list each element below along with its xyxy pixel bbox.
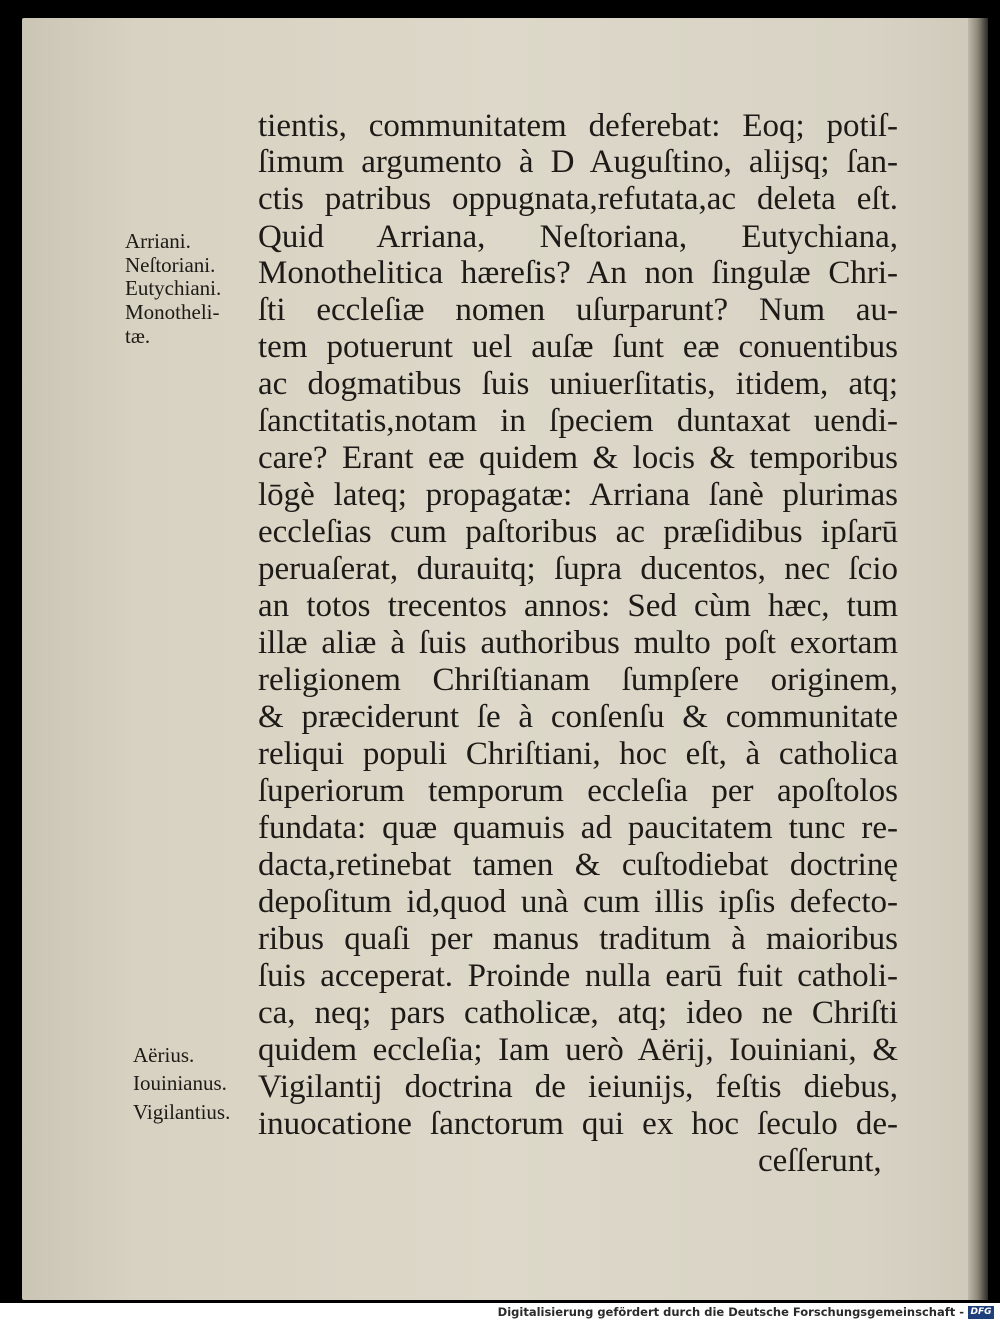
funding-credit: Digitalisierung gefördert durch die Deutsche Forschungsgemeinschaft -	[497, 1305, 964, 1319]
text-line: ſti eccleſiæ nomen uſurparunt? Num au-	[258, 292, 898, 328]
text-line: inuocatione ſanctorum qui ex hoc ſeculo de-	[258, 1106, 898, 1142]
text-line: tientis, communitatem deferebat: Eoq; potiſ-	[258, 108, 898, 144]
text-line: ſuperiorum temporum eccleſia per apoſtolos	[258, 773, 898, 809]
text-line: quidem eccleſia; Iam uerò Aërij, Iouiniani, &	[258, 1032, 898, 1068]
text-line: tem potuerunt uel auſæ ſunt eæ conuentibus	[258, 329, 898, 365]
text-line: ſanctitatis,notam in ſpeciem duntaxat uendi-	[258, 403, 898, 439]
margin-note: Arriani.	[125, 229, 191, 253]
text-line: religionem Chriſtianam ſumpſere originem,	[258, 662, 898, 698]
text-line: Vigilantij doctrina de ieiunijs, feſtis diebus,	[258, 1069, 898, 1105]
text-line: & præciderunt ſe à conſenſu & communitate	[258, 699, 898, 735]
page-edge-shadow	[968, 18, 988, 1300]
margin-note: Monotheli-	[125, 300, 220, 324]
margin-note: Aërius.	[133, 1043, 195, 1067]
text-line: depoſitum id,quod unà cum illis ipſis defecto-	[258, 884, 898, 920]
margin-note: Iouinianus.	[133, 1071, 227, 1095]
margin-note: Eutychiani.	[125, 276, 222, 300]
text-line: fundata: quæ quamuis ad paucitatem tunc re-	[258, 810, 898, 846]
text-line: ctis patribus oppugnata,refutata,ac deleta eſt.	[258, 181, 898, 217]
text-line-catchword: ceſſerunt,	[758, 1143, 882, 1179]
text-line: an totos trecentos annos: Sed cùm hæc, tum	[258, 588, 898, 624]
footer-bar	[0, 1303, 1000, 1322]
margin-note: Vigilantius.	[133, 1100, 231, 1124]
text-line: ca, neq; pars catholicæ, atq; ideo ne Chriſti	[258, 995, 898, 1031]
text-line: eccleſias cum paſtoribus ac præſidibus ipſarū	[258, 514, 898, 550]
dfg-logo-icon: DFG	[968, 1306, 994, 1319]
text-line: dacta,retinebat tamen & cuſtodiebat doctrinę	[258, 847, 898, 883]
text-line: ſimum argumento à D Auguſtino, alijsq; ſan-	[258, 144, 898, 180]
text-line: ribus quaſi per manus traditum à maioribus	[258, 921, 898, 957]
text-line: lōgè lateq; propagatæ: Arriana ſanè plurimas	[258, 477, 898, 513]
text-line: Quid Arriana, Neſtoriana, Eutychiana,	[258, 219, 898, 255]
text-line: illæ aliæ à ſuis authoribus multo poſt exortam	[258, 625, 898, 661]
text-line: care? Erant eæ quidem & locis & temporibus	[258, 440, 898, 476]
text-line: Monothelitica hæreſis? An non ſingulæ Chri-	[258, 255, 898, 291]
text-line: reliqui populi Chriſtiani, hoc eſt, à catholica	[258, 736, 898, 772]
margin-note: Neſtoriani.	[125, 253, 216, 277]
margin-note: tæ.	[125, 324, 151, 348]
text-line: peruaſerat, durauitq; ſupra ducentos, nec ſcio	[258, 551, 898, 587]
text-line: ac dogmatibus ſuis uniuerſitatis, itidem, atq;	[258, 366, 898, 402]
text-line: ſuis acceperat. Proinde nulla earū fuit catholi-	[258, 958, 898, 994]
